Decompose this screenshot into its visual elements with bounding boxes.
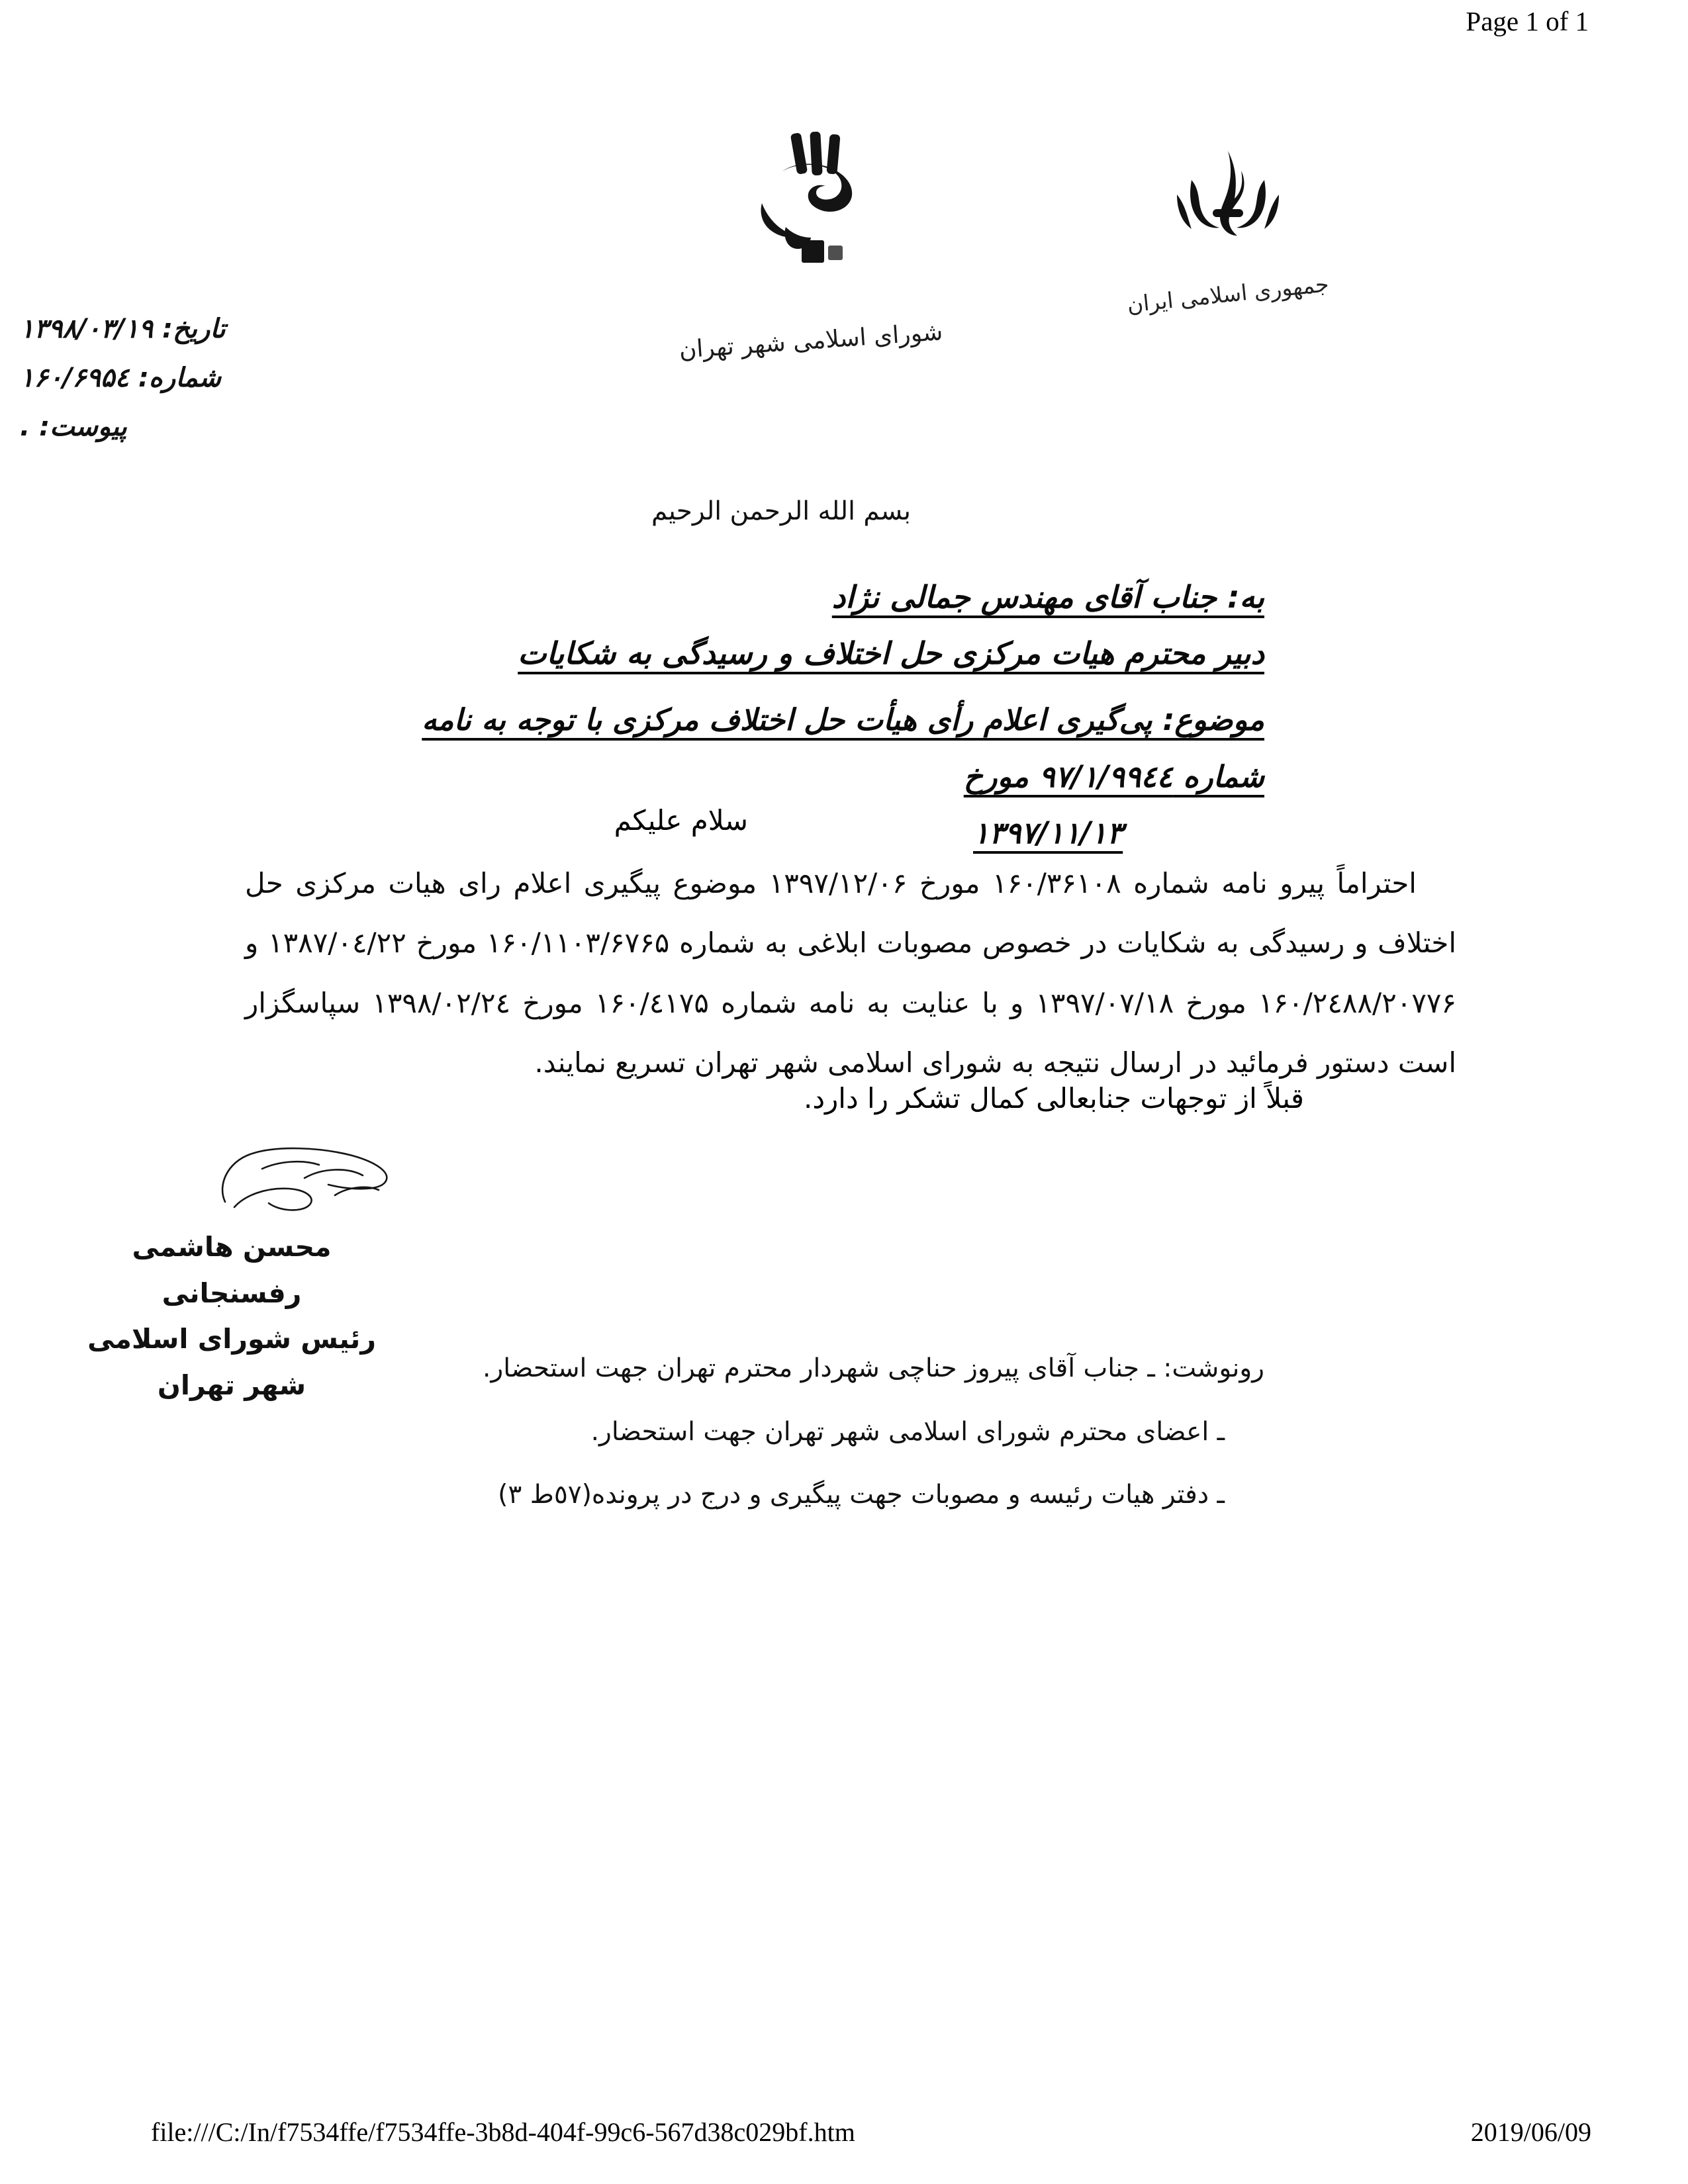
signatory-name: محسن هاشمی رفسنجانی — [132, 1231, 332, 1309]
print-header — [0, 5, 1688, 52]
iran-emblem-icon — [1119, 146, 1337, 264]
document-page — [0, 60, 1688, 2098]
print-footer — [0, 2116, 1688, 2156]
council-logo-caption: شورای اسلامی شهر تهران — [678, 318, 944, 364]
letter-date: تاریخ: ۱۳۹۸/۰۳/۱۹ — [20, 314, 226, 344]
council-logo-icon — [669, 129, 953, 318]
cc-list — [205, 1337, 1264, 1527]
letter-body — [245, 854, 1456, 1093]
council-logo — [669, 129, 953, 364]
iran-emblem — [1119, 146, 1337, 318]
body-paragraph-1: احتراماً پیرو نامه شماره ۱۶۰/۳۶۱۰۸ مورخ ۱۳۹۷/۱۲/۰۶ موضوع پیگیری اعلام رای هیات مرکزی حل اختلاف و رسیدگی به شکایات در خصوص مصوبات ابلاغی به شماره ۱۶۰/۱۱۰۳/۶۷۶۵ مورخ ۱۳۸۷/۰٤/۲۲ و ۱۶۰/۲٤۸۸/۲۰۷۷۶ مورخ ۱۳۹۷/۰۷/۱۸ و با عنایت به نامه شماره ۱۶۰/٤۱۷۵ مورخ ۱۳۹۸/۰۲/۲٤ سپاسگزار است دستور فرمائید در ارسال نتیجه به شورای اسلامی شهر تهران تسریع نمایند. — [245, 867, 1456, 1079]
cc-item-1: رونوشت: ـ جناب آقای پیروز حناچی شهردار محترم تهران جهت استحضار. — [482, 1353, 1264, 1383]
greeting: سلام علیکم — [614, 804, 748, 837]
subject-line-1: موضوع: پی‌گیری اعلام رأی هیأت حل اختلاف مرکزی با توجه به نامه شماره ۹۷/۱/۹۹٤٤ مورخ — [422, 702, 1264, 794]
page-indicator: Page 1 of 1 — [1466, 6, 1589, 36]
addressee-title: دبیر محترم هیات مرکزی حل اختلاف و رسیدگی به شکایات — [518, 635, 1264, 672]
iran-emblem-caption: جمهوری اسلامی ایران — [1125, 271, 1331, 318]
subject-line-2: ۱۳۹۷/۱۱/۱۳ — [973, 815, 1123, 850]
letter-attachment: پیوست: . — [20, 412, 127, 442]
handwritten-signature — [60, 1138, 404, 1224]
signatory-title: رئیس شورای اسلامی شهر تهران — [87, 1323, 376, 1402]
cc-item-3: ـ دفتر هیات رئیسه و مصوبات جهت پیگیری و درج در پرونده(٥۷ط ۳) — [498, 1480, 1225, 1510]
addressee-block — [430, 569, 1264, 682]
body-paragraph-2: قبلاً از توجهات جنابعالی کمال تشکر را دارد. — [803, 1082, 1304, 1115]
subject-block — [338, 692, 1264, 862]
cc-item-2: ـ اعضای محترم شورای اسلامی شهر تهران جهت استحضار. — [590, 1416, 1225, 1447]
letterhead-meta — [20, 304, 391, 451]
print-date: 2019/06/09 — [1470, 2117, 1591, 2147]
source-file-url: file:///C:/In/f7534ffe/f7534ffe-3b8d-404f-99c6-567d38c029bf.htm — [151, 2117, 855, 2147]
addressee-name: به: جناب آقای مهندس جمالی نژاد — [831, 579, 1264, 615]
letter-number: شماره: ۱۶۰/۶۹۵٤ — [20, 363, 222, 393]
basmala: بسم الله الرحمن الرحیم — [651, 496, 911, 526]
